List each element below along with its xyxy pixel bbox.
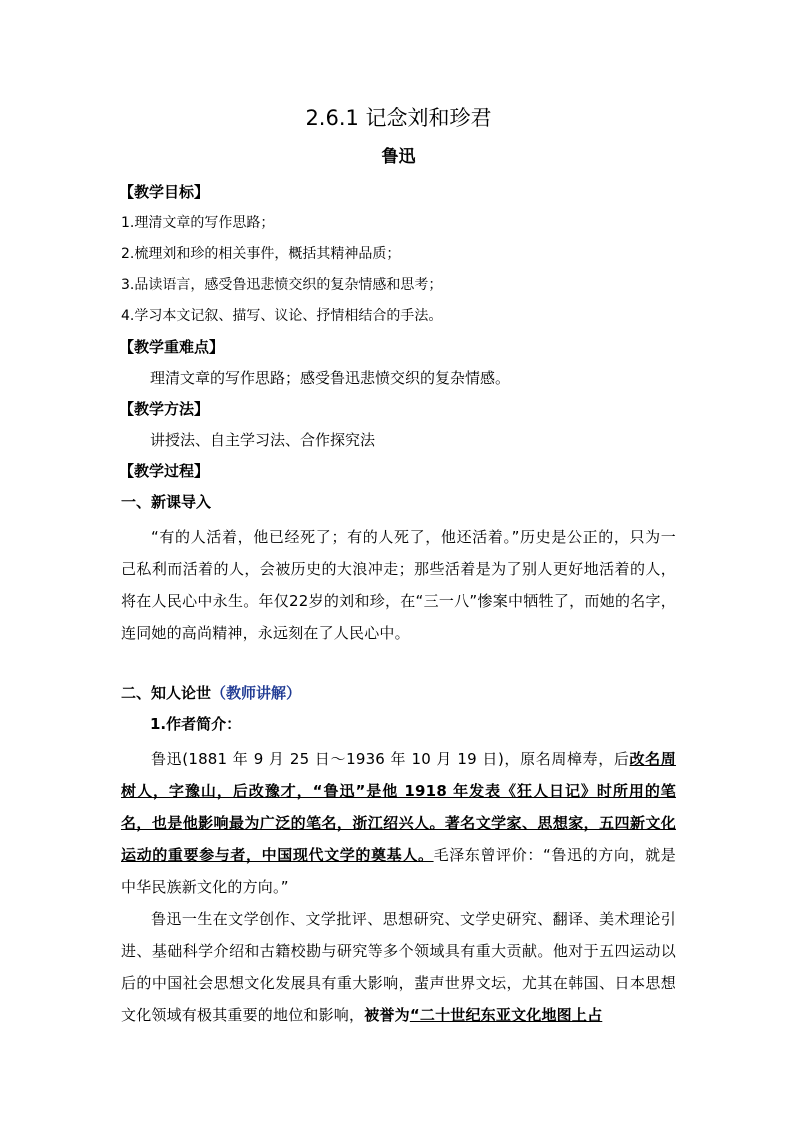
section-heading-label: 二、知人论世 (121, 684, 212, 702)
key-points-heading: 【教学重难点】 (119, 338, 225, 356)
author-intro-heading: 1.作者简介： (150, 715, 242, 733)
bio-underlined-text: 改名周树人，字豫山，后改豫才，“鲁迅”是他 1918 年发表《狂人日记》时所用的笔名，也是他影响最为广泛的笔名，浙江绍兴人。著名文学家、思想家，五四新文化运动的重要参与者，中国现代文学的奠基人。 (121, 750, 676, 864)
objective-item: 1.理清文章的写作思路； (121, 215, 275, 231)
process-heading: 【教学过程】 (119, 462, 210, 480)
bio-plain-text: 鲁迅(1881 年 9 月 25 日～1936 年 10 月 19 日)，原名周樟寿，后 (151, 750, 630, 768)
author-name: 鲁迅 (381, 147, 416, 167)
spacer (121, 649, 676, 681)
objective-item: 3.品读语言，感受鲁迅悲愤交织的复杂情感和思考； (121, 277, 443, 293)
objective-item: 2.梳理刘和珍的相关事件，概括其精神品质； (121, 246, 401, 262)
bio-quote-text: 毛泽东曾评价：“鲁迅的方向，就是中华民族新文化的方向。” (121, 846, 676, 896)
author-bio-paragraph (121, 743, 676, 903)
methods-text: 讲授法、自主学习法、合作探究法 (150, 431, 376, 449)
contribution-underlined-text: “二十世纪东亚文化地图上占 (409, 1006, 603, 1024)
objective-item: 4.学习本文记叙、描写、议论、抒情相结合的手法。 (121, 308, 443, 324)
contribution-bold-text: 被誉为 (364, 1006, 410, 1024)
contribution-paragraph (121, 903, 676, 1031)
document-page (121, 100, 676, 1031)
section-heading-intro: 一、新课导入 (121, 493, 212, 511)
section-heading-note: （教师讲解） (211, 684, 302, 702)
key-points-text: 理清文章的写作思路；感受鲁迅悲愤交织的复杂情感。 (150, 369, 511, 387)
contribution-text: 鲁迅一生在文学创作、文学批评、思想研究、文学史研究、翻译、美术理论引进、基础科学介绍和古籍校勘与研究等多个领域具有重大贡献。他对于五四运动以后的中国社会思想文化发展具有重大影响，蜚声世界文坛，尤其在韩国、日本思想文化领域有极其重要的地位和影响， (121, 910, 676, 1024)
methods-heading: 【教学方法】 (119, 400, 210, 418)
page-title: 2.6.1 记念刘和珍君 (305, 106, 492, 130)
objectives-heading: 【教学目标】 (119, 183, 210, 201)
section-heading-background (121, 681, 676, 705)
intro-paragraph: “有的人活着，他已经死了；有的人死了，他还活着。”历史是公正的，只为一己私利而活着的人，会被历史的大浪冲走；那些活着是为了别人更好地活着的人，将在人民心中永生。年仅22岁的刘和珍，在“三一八”惨案中牺牲了，而她的名字，连同她的高尚精神，永远刻在了人民心中。 (121, 528, 676, 642)
